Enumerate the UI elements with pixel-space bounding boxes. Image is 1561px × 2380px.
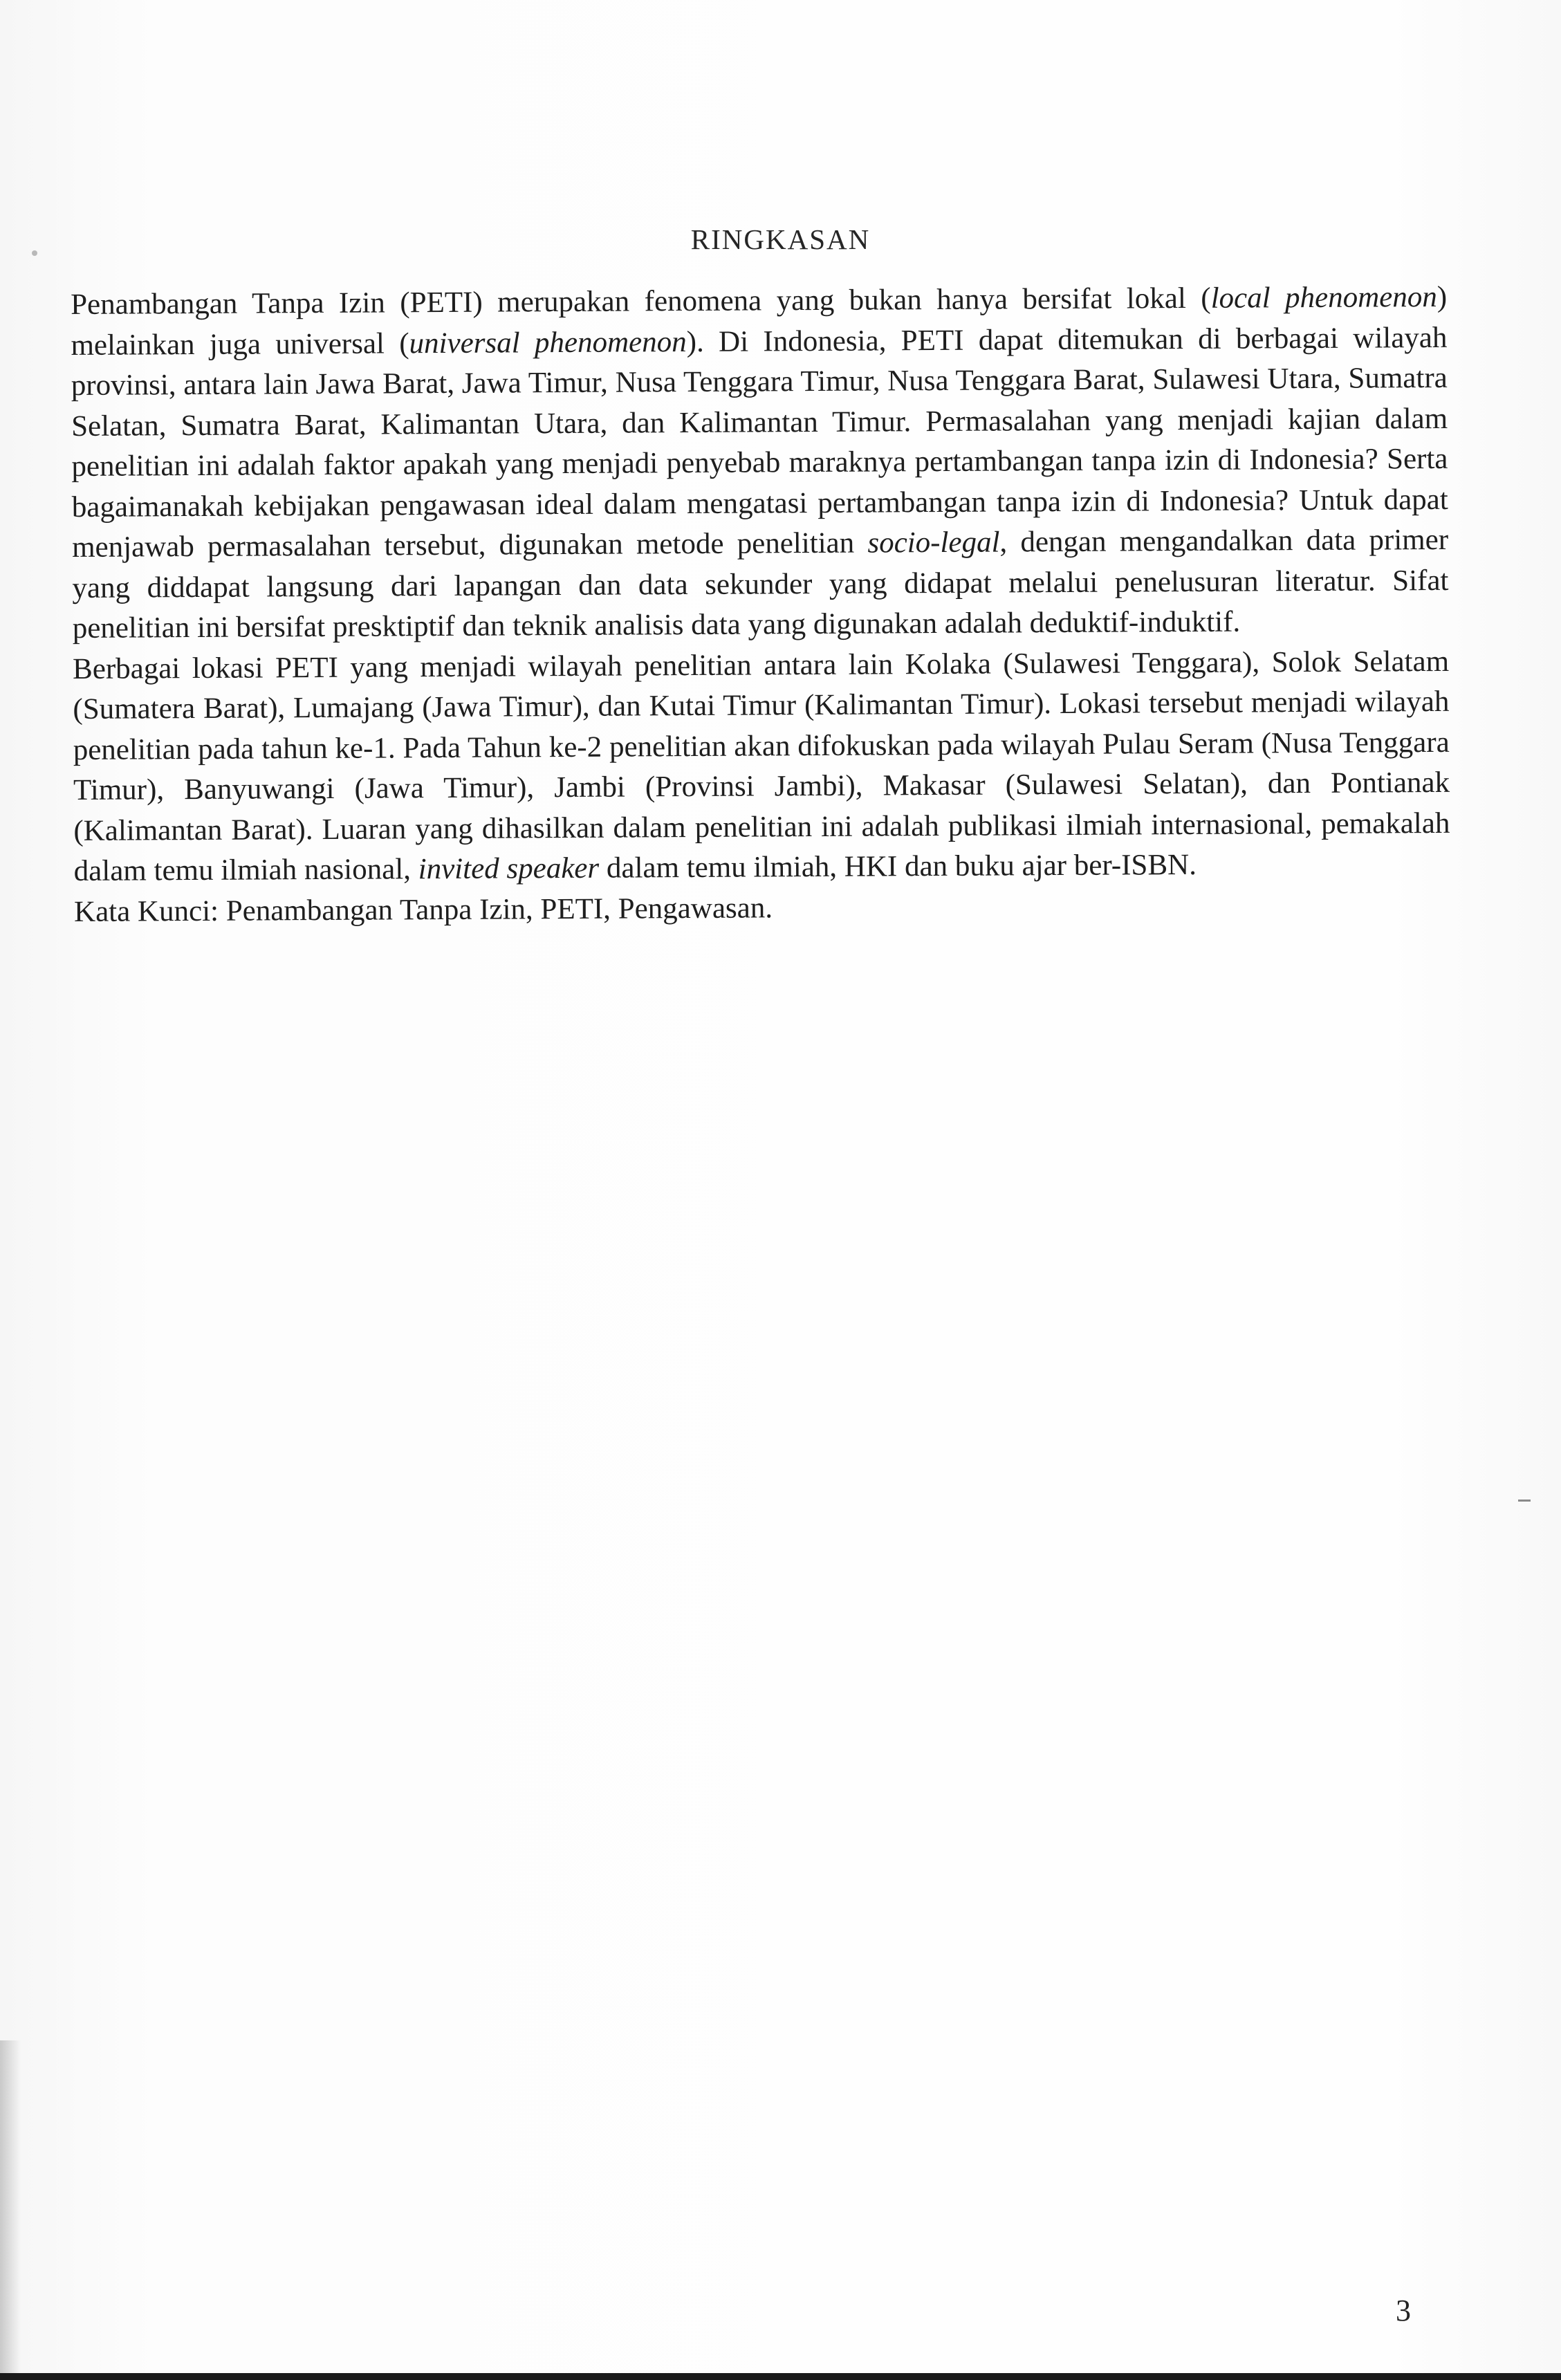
abstract-paragraph-2 bbox=[73, 641, 1450, 892]
scan-bottom-edge bbox=[0, 2373, 1561, 2380]
text-segment: , dengan mengandalkan data primer yang diddapat langsung dari lapangan dan data sekunder yang didapat melalui penelusuran literatur. Sifat penelitian ini bersifat presktiptif dan teknik analisis data yang digunakan adalah deduktif-induktif. bbox=[72, 523, 1449, 645]
italic-term: invited speaker bbox=[418, 851, 600, 886]
summary-body bbox=[71, 277, 1450, 932]
page-title: RINGKASAN bbox=[690, 223, 871, 255]
italic-term: universal phenomenon bbox=[409, 325, 687, 360]
italic-term: socio-legal bbox=[867, 526, 1000, 560]
text-segment: Penambangan Tanpa Izin (PETI) merupakan fenomena yang bukan hanya bersifat lokal ( bbox=[71, 282, 1211, 321]
scan-shadow bbox=[0, 2040, 21, 2380]
scan-mark bbox=[1518, 1500, 1531, 1502]
text-segment: ) melainkan juga universal ( bbox=[71, 280, 1448, 362]
text-segment: dalam temu ilmiah, HKI dan buku ajar ber-ISBN. bbox=[599, 848, 1197, 885]
abstract-paragraph-1 bbox=[71, 277, 1449, 649]
text-segment: Berbagai lokasi PETI yang menjadi wilayah penelitian antara lain Kolaka (Sulawesi Tenggara), Solok Selatam (Sumatera Barat), Lumajang (Jawa Timur), dan Kutai Timur (Kalimantan Timur). Lokasi tersebut menjadi wilayah penelitian pada tahun ke-1. Pada Tahun ke-2 penelitian akan difokuskan pada wilayah Pulau Seram (Nusa Tenggara Timur), Banyuwangi (Jawa Timur), Jambi (Provinsi Jambi), Makasar (Sulawesi Selatan), dan Pontianak (Kalimantan Barat). Luaran yang dihasilkan dalam penelitian ini adalah publikasi ilmiah internasional, pemakalah dalam temu ilmiah nasional, bbox=[72, 645, 1450, 887]
keywords-line bbox=[74, 884, 1450, 932]
text-segment: ). Di Indonesia, PETI dapat ditemukan di berbagai wilayah provinsi, antara lain Jawa Barat, Jawa Timur, Nusa Tenggara Timur, Nusa Tenggara Barat, Sulawesi Utara, Sumatra Selatan, Sumatra Barat, Kalimantan Utara, dan Kalimantan Timur. Permasalahan yang menjadi kajian dalam penelitian ini adalah faktor apakah yang menjadi penyebab maraknya pertambangan tanpa izin di Indonesia? Serta bagaimanakah kebijakan pengawasan ideal dalam mengatasi pertambangan tanpa izin di Indonesia? Untuk dapat menjawab permasalahan tersebut, digunakan metode penelitian bbox=[71, 321, 1448, 564]
keywords-text: Kata Kunci: Penambangan Tanpa Izin, PETI, Pengawasan. bbox=[73, 891, 773, 928]
italic-term: local phenomenon bbox=[1210, 280, 1437, 315]
page-number: 3 bbox=[1396, 2294, 1411, 2327]
